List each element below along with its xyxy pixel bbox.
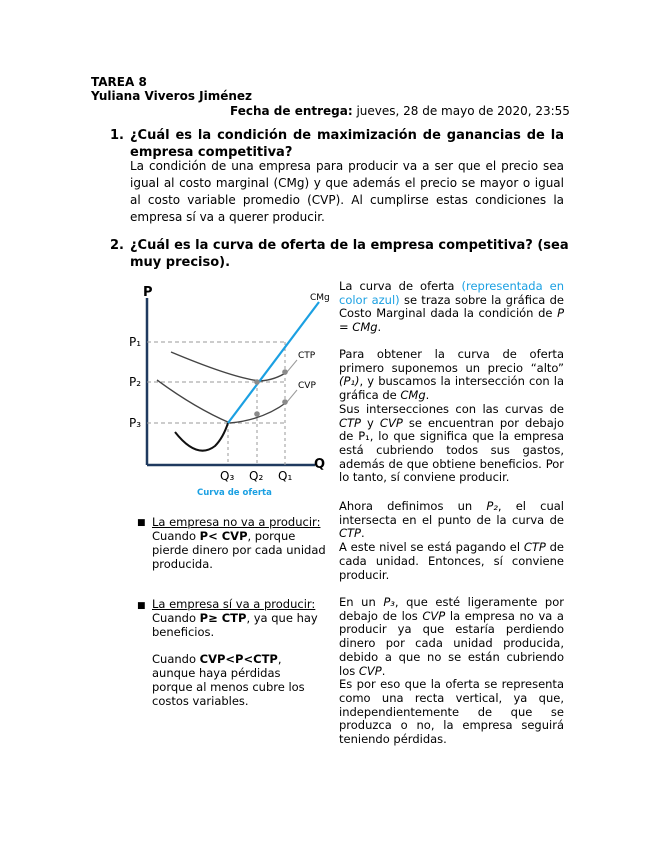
bullet-no-produce: La empresa no va a producir: Cuando P< CVP, porque pierde dinero por cada unidad producida. xyxy=(152,515,326,571)
p3-label: P₃ xyxy=(129,416,142,430)
p1-label: P₁ xyxy=(129,335,142,349)
right-para-4: En un P₃, que esté ligeramente por debajo de los CVP la empresa no va a producir ya que estaría perdiendo dinero por cada unidad producida, debido a que no se están cubriendo los CVP. Es por eso que la oferta se representa como una recta vertical, ya que, independientemente de que se produzca o no, la empresa seguirá teniendo pérdidas. xyxy=(339,595,564,747)
bullet-marker: ■ xyxy=(137,601,146,611)
no-produce-title: La empresa no va a producir: xyxy=(152,515,321,529)
supply-curve xyxy=(228,302,319,423)
cvp-curve xyxy=(157,380,287,423)
task-title: TAREA 8 xyxy=(91,75,147,89)
supply-color-note: (representada en color azul) xyxy=(339,279,564,307)
q3-label: Q₃ xyxy=(220,469,235,483)
q1-number: 1. xyxy=(110,128,124,143)
q2-label: Q₂ xyxy=(249,469,264,483)
bullet-marker: ■ xyxy=(137,518,146,528)
y-axis-label: P xyxy=(143,285,153,300)
q2-number: 2. xyxy=(110,238,124,253)
p2-label: P₂ xyxy=(129,375,142,389)
point-p2-q2 xyxy=(254,379,260,385)
q1-answer: La condición de una empresa para producir va a ser que el precio sea igual al costo marginal (CMg) y que además el precio se mayor o igual al costo variable promedio (CVP). Al cumplirse estas condiciones la empresa sí va a querer producir. xyxy=(130,159,564,224)
cvp-label: CVP xyxy=(298,381,316,391)
supply-curve-graph xyxy=(125,280,335,500)
point-cvp-q1 xyxy=(282,399,288,405)
cvp-label-leader xyxy=(287,390,297,402)
x-axis-label: Q xyxy=(314,457,326,472)
author-name: Yuliana Viveros Jiménez xyxy=(91,89,253,103)
bullet-produce-losses: Cuando CVP<P<CTP, aunque haya pérdidas porque al menos cubre los costos variables. xyxy=(152,652,305,708)
q2-question: ¿Cuál es la curva de oferta de la empresa competitiva? (sea muy preciso). xyxy=(130,238,569,270)
due-label: Fecha de entrega: xyxy=(230,104,353,118)
right-para-2: Para obtener la curva de oferta primero suponemos un precio “alto” (P₁), y buscamos la intersección con la gráfica de CMg. Sus intersecciones con las curvas de CTP y CVP se encuentran por debajo de P₁, lo que significa que la empresa está cubriendo todos sus gastos, además de que obtiene beneficios. Por lo tanto, sí conviene producir. xyxy=(339,347,564,485)
ctp-label-leader xyxy=(287,360,297,372)
point-ctp-q1 xyxy=(282,369,288,375)
due-value: jueves, 28 de mayo de 2020, 23:55 xyxy=(352,104,570,118)
q1-question: ¿Cuál es la condición de maximización de ganancias de la empresa competitiva? xyxy=(130,128,564,160)
point-cvp-q2 xyxy=(254,411,260,417)
graph-caption: Curva de oferta xyxy=(197,488,272,498)
right-para-3: Ahora definimos un P₂, el cual intersecta en el punto de la curva de CTP. A este nivel se está pagando el CTP de cada unidad. Entonces, sí conviene producir. xyxy=(339,499,565,582)
cmg-lower-curve xyxy=(175,423,228,451)
due-date xyxy=(230,104,570,119)
produce-title: La empresa sí va a producir: xyxy=(152,597,316,611)
right-para-1: La curva de oferta (representada en color azul) se traza sobre la gráfica de Costo Marginal dada la condición de P = CMg. xyxy=(339,279,564,335)
bullet-produce: La empresa sí va a producir: Cuando P≥ CTP, ya que hay beneficios. xyxy=(152,597,318,639)
q1-label: Q₁ xyxy=(278,469,293,483)
ctp-label: CTP xyxy=(298,351,316,361)
cmg-label: CMg xyxy=(310,293,330,303)
